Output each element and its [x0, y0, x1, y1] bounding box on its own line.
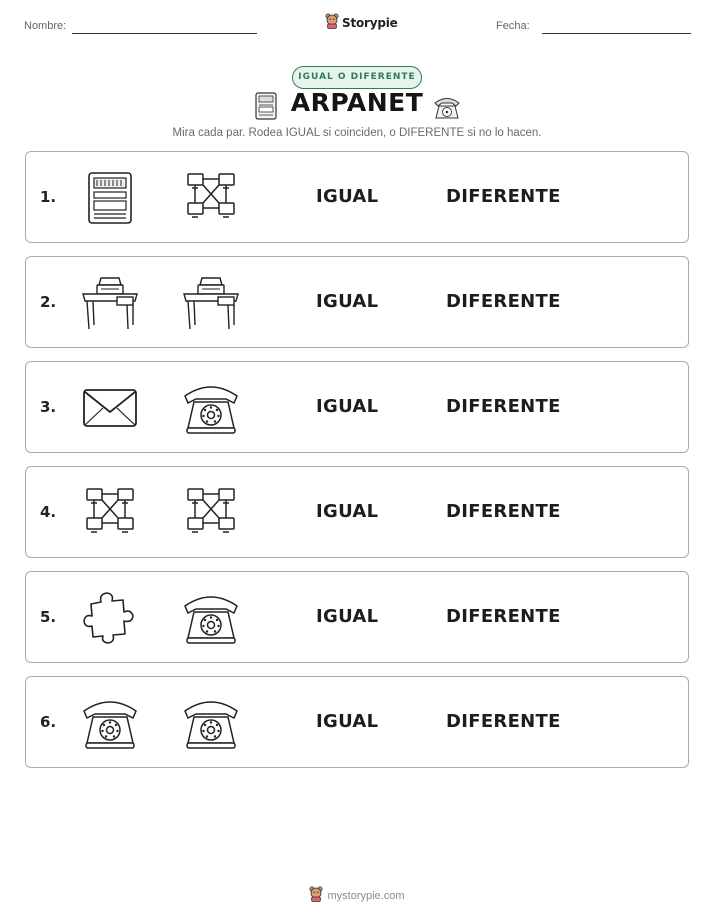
telephone-icon — [182, 380, 240, 436]
instructions: Mira cada par. Rodea IGUAL si coinciden, o DIFERENTE si no lo hacen. — [172, 127, 542, 139]
item-number: 5. — [40, 608, 57, 626]
list-item — [25, 676, 689, 768]
name-field-line[interactable] — [72, 33, 257, 34]
brand-logo — [325, 13, 398, 33]
item-number: 6. — [40, 713, 57, 731]
list-item — [25, 151, 689, 243]
computer-icon — [81, 170, 139, 226]
network-icon — [182, 170, 240, 226]
different-option[interactable]: DIFERENTE — [446, 501, 561, 522]
telephone-icon — [81, 695, 139, 751]
network-icon — [81, 485, 139, 541]
bear-mascot-icon — [309, 886, 323, 906]
list-item — [25, 466, 689, 558]
same-option[interactable]: IGUAL — [316, 606, 379, 627]
footer-url[interactable]: mystorypie.com — [327, 890, 405, 902]
different-option[interactable]: DIFERENTE — [446, 396, 561, 417]
brand-name: Storypie — [342, 16, 398, 30]
same-option[interactable]: IGUAL — [316, 186, 379, 207]
item-number: 4. — [40, 503, 57, 521]
name-label: Nombre: — [24, 20, 67, 32]
typewriter-desk-icon — [81, 275, 139, 331]
bear-mascot-icon — [325, 13, 339, 33]
same-option[interactable]: IGUAL — [316, 396, 379, 417]
telephone-icon — [432, 94, 462, 124]
same-option[interactable]: IGUAL — [316, 501, 379, 522]
item-number: 2. — [40, 293, 57, 311]
same-option[interactable]: IGUAL — [316, 291, 379, 312]
list-item — [25, 361, 689, 453]
worksheet-type-badge: IGUAL O DIFERENTE — [292, 66, 422, 89]
different-option[interactable]: DIFERENTE — [446, 291, 561, 312]
different-option[interactable]: DIFERENTE — [446, 711, 561, 732]
date-label: Fecha: — [496, 20, 530, 32]
same-option[interactable]: IGUAL — [316, 711, 379, 732]
item-number: 1. — [40, 188, 57, 206]
network-icon — [182, 485, 240, 541]
page-title: ARPANET — [290, 88, 424, 117]
item-number: 3. — [40, 398, 57, 416]
telephone-icon — [182, 590, 240, 646]
different-option[interactable]: DIFERENTE — [446, 606, 561, 627]
puzzle-piece-icon — [81, 590, 139, 646]
envelope-icon — [81, 380, 139, 436]
list-item — [25, 571, 689, 663]
list-item — [25, 256, 689, 348]
date-field-line[interactable] — [542, 33, 691, 34]
different-option[interactable]: DIFERENTE — [446, 186, 561, 207]
footer — [0, 886, 714, 906]
typewriter-desk-icon — [182, 275, 240, 331]
telephone-icon — [182, 695, 240, 751]
